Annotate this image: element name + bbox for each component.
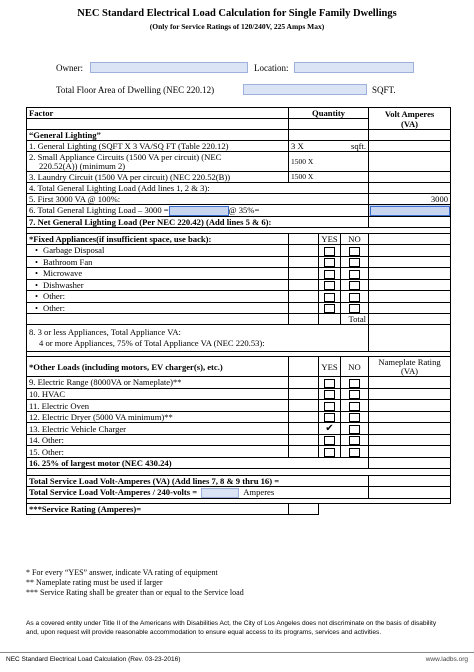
yes-checkbox[interactable] — [324, 281, 335, 290]
row-8-label-line1: 8. 3 or less Appliances, Total Appliance VA: — [29, 327, 181, 338]
fixed-item-va[interactable] — [369, 245, 451, 257]
other-item-va[interactable] — [369, 446, 451, 458]
location-field[interactable] — [294, 62, 414, 73]
fixed-item: • Bathroom Fan — [27, 256, 289, 268]
other-item-va[interactable] — [369, 377, 451, 389]
va-header — [369, 108, 451, 130]
ada-disclaimer: As a covered entity under Title II of the Americans with Disabilities Act, the City of Los Angeles does not discriminate on the basis of disability and, upon request will provide reasonable accommodation to ensure equal access to its programs, services and activities. — [26, 620, 437, 636]
other-item-va[interactable] — [369, 400, 451, 412]
other-item-va[interactable] — [369, 434, 451, 446]
no-checkbox[interactable] — [349, 413, 360, 422]
fixed-item: • Garbage Disposal — [27, 245, 289, 257]
yes-checkbox[interactable] — [324, 436, 335, 445]
no-checkbox[interactable] — [349, 436, 360, 445]
nameplate-header-line2: (VA) — [401, 365, 419, 376]
footer-form-title: NEC Standard Electrical Load Calculation (Rev. 03-23-2016) — [6, 656, 181, 663]
row-1-multiplier: 3 X — [291, 141, 304, 151]
footnote: * For every “YES” answer, indicate VA rating of equipment — [26, 568, 218, 577]
va-header-line2: (VA) — [401, 118, 419, 129]
fixed-appliances-header: *Fixed Appliances(if insufficient space, use back): — [27, 234, 289, 245]
no-checkbox[interactable] — [349, 247, 360, 256]
yes-checkbox[interactable] — [324, 293, 335, 302]
document-title: NEC Standard Electrical Load Calculation for Single Family Dwellings — [77, 8, 397, 19]
yes-checkbox[interactable] — [324, 304, 335, 313]
other-item: 11. Electric Oven — [27, 400, 289, 412]
yes-checkbox[interactable] — [324, 413, 335, 422]
row-6-text-b: @ 35%= — [228, 205, 260, 215]
other-item-other[interactable]: 14. Other: — [27, 434, 289, 446]
row-5-label: 5. First 3000 VA @ 100%: — [27, 194, 369, 205]
row-2-label-line1: 2. Small Appliance Circuits (1500 VA per circuit) (NEC — [29, 151, 222, 162]
fixed-item-va[interactable] — [369, 279, 451, 291]
row-3-quantity[interactable]: 1500 X — [289, 172, 369, 183]
other-item-other[interactable]: 15. Other: — [27, 446, 289, 458]
other-loads-header: *Other Loads (including motors, EV charger(s), etc.) — [27, 357, 289, 377]
no-checkbox[interactable] — [349, 270, 360, 279]
row-6-text-a: 6. Total General Lighting Load – 3000 = — [29, 205, 169, 215]
other-item: 13. Electric Vehicle Charger — [27, 423, 289, 435]
fixed-item-va[interactable] — [369, 291, 451, 303]
footer-website: www.ladbs.org — [425, 656, 468, 663]
floor-area-field[interactable] — [243, 84, 367, 95]
row-1-unit: sqft. — [350, 141, 367, 151]
row-7-va[interactable] — [369, 217, 451, 228]
sqft-unit: SQFT. — [372, 85, 396, 95]
document-subtitle: (Only for Service Ratings of 120/240V, 225 Amps Max) — [149, 22, 325, 31]
yes-checkbox[interactable] — [324, 270, 335, 279]
fixed-item: • Dishwasher — [27, 279, 289, 291]
nameplate-header-line1: Nameplate Rating — [378, 356, 441, 367]
yes-checkbox[interactable] — [324, 379, 335, 388]
row-4-label: 4. Total General Lighting Load (Add lines 1, 2 & 3): — [27, 183, 369, 194]
other-item: 12. Electric Dryer (5000 VA minimum)** — [27, 411, 289, 423]
row-3-label: 3. Laundry Circuit (1500 VA per circuit) (NEC 220.52(B)) — [27, 172, 289, 183]
fixed-item: • Microwave — [27, 268, 289, 280]
other-yes-header: YES — [319, 357, 341, 377]
fixed-total-va[interactable] — [369, 314, 451, 325]
amperes-unit: Amperes — [243, 486, 275, 497]
amps-input[interactable] — [201, 488, 239, 498]
general-lighting-header: “General Lighting” — [27, 130, 289, 141]
fixed-item-other[interactable]: • Other: — [27, 291, 289, 303]
row-8-va[interactable] — [369, 325, 451, 352]
location-label: Location: — [254, 63, 289, 73]
other-item-va[interactable] — [369, 388, 451, 400]
factor-header: Factor — [27, 108, 289, 119]
total-service-load-label: Total Service Load Volt-Amperes (VA) (Add lines 7, 8 & 9 thru 16) = — [27, 475, 369, 486]
owner-label: Owner: — [56, 63, 83, 73]
load-calculation-table — [26, 107, 451, 515]
other-no-header: NO — [341, 357, 369, 377]
service-rating-value[interactable] — [289, 503, 319, 514]
no-checkbox[interactable] — [349, 293, 360, 302]
footnote: *** Service Rating shall be greater than or equal to the Service load — [26, 588, 244, 597]
footnotes — [26, 568, 244, 598]
row-1-va[interactable] — [369, 141, 451, 152]
yes-checkbox[interactable] — [324, 448, 335, 457]
row-2-label-line2: 220.52(A)) (minimum 2) — [39, 160, 126, 171]
no-checkbox[interactable] — [349, 402, 360, 411]
row-8-label — [27, 325, 369, 352]
other-item-va[interactable] — [369, 423, 451, 435]
row-5-va: 3000 — [369, 194, 451, 205]
fixed-item-va[interactable] — [369, 302, 451, 314]
yes-checkbox-checked[interactable]: ✔ — [325, 422, 334, 434]
other-item: 10. HVAC — [27, 388, 289, 400]
fixed-yes-header: YES — [319, 234, 341, 245]
row-7-label: 7. Net General Lighting Load (Per NEC 220.42) (Add lines 5 & 6): — [27, 217, 369, 228]
fixed-total-label: Total — [341, 314, 369, 325]
row-2-label — [27, 152, 289, 172]
total-service-amps-text: Total Service Load Volt-Amperes / 240-volts = — [29, 486, 198, 497]
other-item: 9. Electric Range (8000VA or Nameplate)** — [27, 377, 289, 389]
va-header-line1: Volt Amperes — [384, 108, 435, 119]
row-1-quantity[interactable] — [289, 141, 369, 152]
no-checkbox[interactable] — [349, 379, 360, 388]
fixed-item-va[interactable] — [369, 268, 451, 280]
total-service-amps-label — [27, 486, 369, 498]
fixed-item-other[interactable]: • Other: — [27, 302, 289, 314]
row-6-input[interactable] — [169, 206, 229, 216]
fixed-no-header: NO — [341, 234, 369, 245]
row-4-va[interactable] — [369, 183, 451, 194]
nameplate-header — [369, 357, 451, 377]
footnote: ** Nameplate rating must be used if larger — [26, 578, 163, 587]
row-6-va[interactable] — [369, 205, 451, 217]
no-checkbox[interactable] — [349, 448, 360, 457]
no-checkbox[interactable] — [349, 304, 360, 313]
yes-checkbox[interactable] — [324, 247, 335, 256]
yes-checkbox[interactable] — [324, 390, 335, 399]
row-16-va[interactable] — [369, 457, 451, 468]
row-6-label — [27, 205, 369, 217]
no-checkbox[interactable] — [349, 425, 360, 434]
no-checkbox[interactable] — [349, 390, 360, 399]
yes-checkbox[interactable] — [324, 402, 335, 411]
owner-field[interactable] — [90, 62, 248, 73]
floor-area-label: Total Floor Area of Dwelling (NEC 220.12) — [56, 85, 215, 95]
yes-checkbox[interactable] — [324, 258, 335, 267]
fixed-item-va[interactable] — [369, 256, 451, 268]
row-2-quantity[interactable]: 1500 X — [289, 152, 369, 172]
service-rating-label: ***Service Rating (Amperes)= — [27, 503, 289, 514]
no-checkbox[interactable] — [349, 258, 360, 267]
row-1-label: 1. General Lighting (SQFT X 3 VA/SQ FT (Table 220.12) — [27, 141, 289, 152]
row-16-label: 16. 25% of largest motor (NEC 430.24) — [27, 457, 369, 468]
row-3-va[interactable] — [369, 172, 451, 183]
no-checkbox[interactable] — [349, 281, 360, 290]
row-2-va[interactable] — [369, 152, 451, 172]
total-service-load-va[interactable] — [369, 475, 451, 486]
quantity-header: Quantity — [289, 108, 369, 119]
row-8-label-line2: 4 or more Appliances, 75% of Total Appliance VA (NEC 220.53): — [39, 338, 265, 349]
other-item-va[interactable] — [369, 411, 451, 423]
